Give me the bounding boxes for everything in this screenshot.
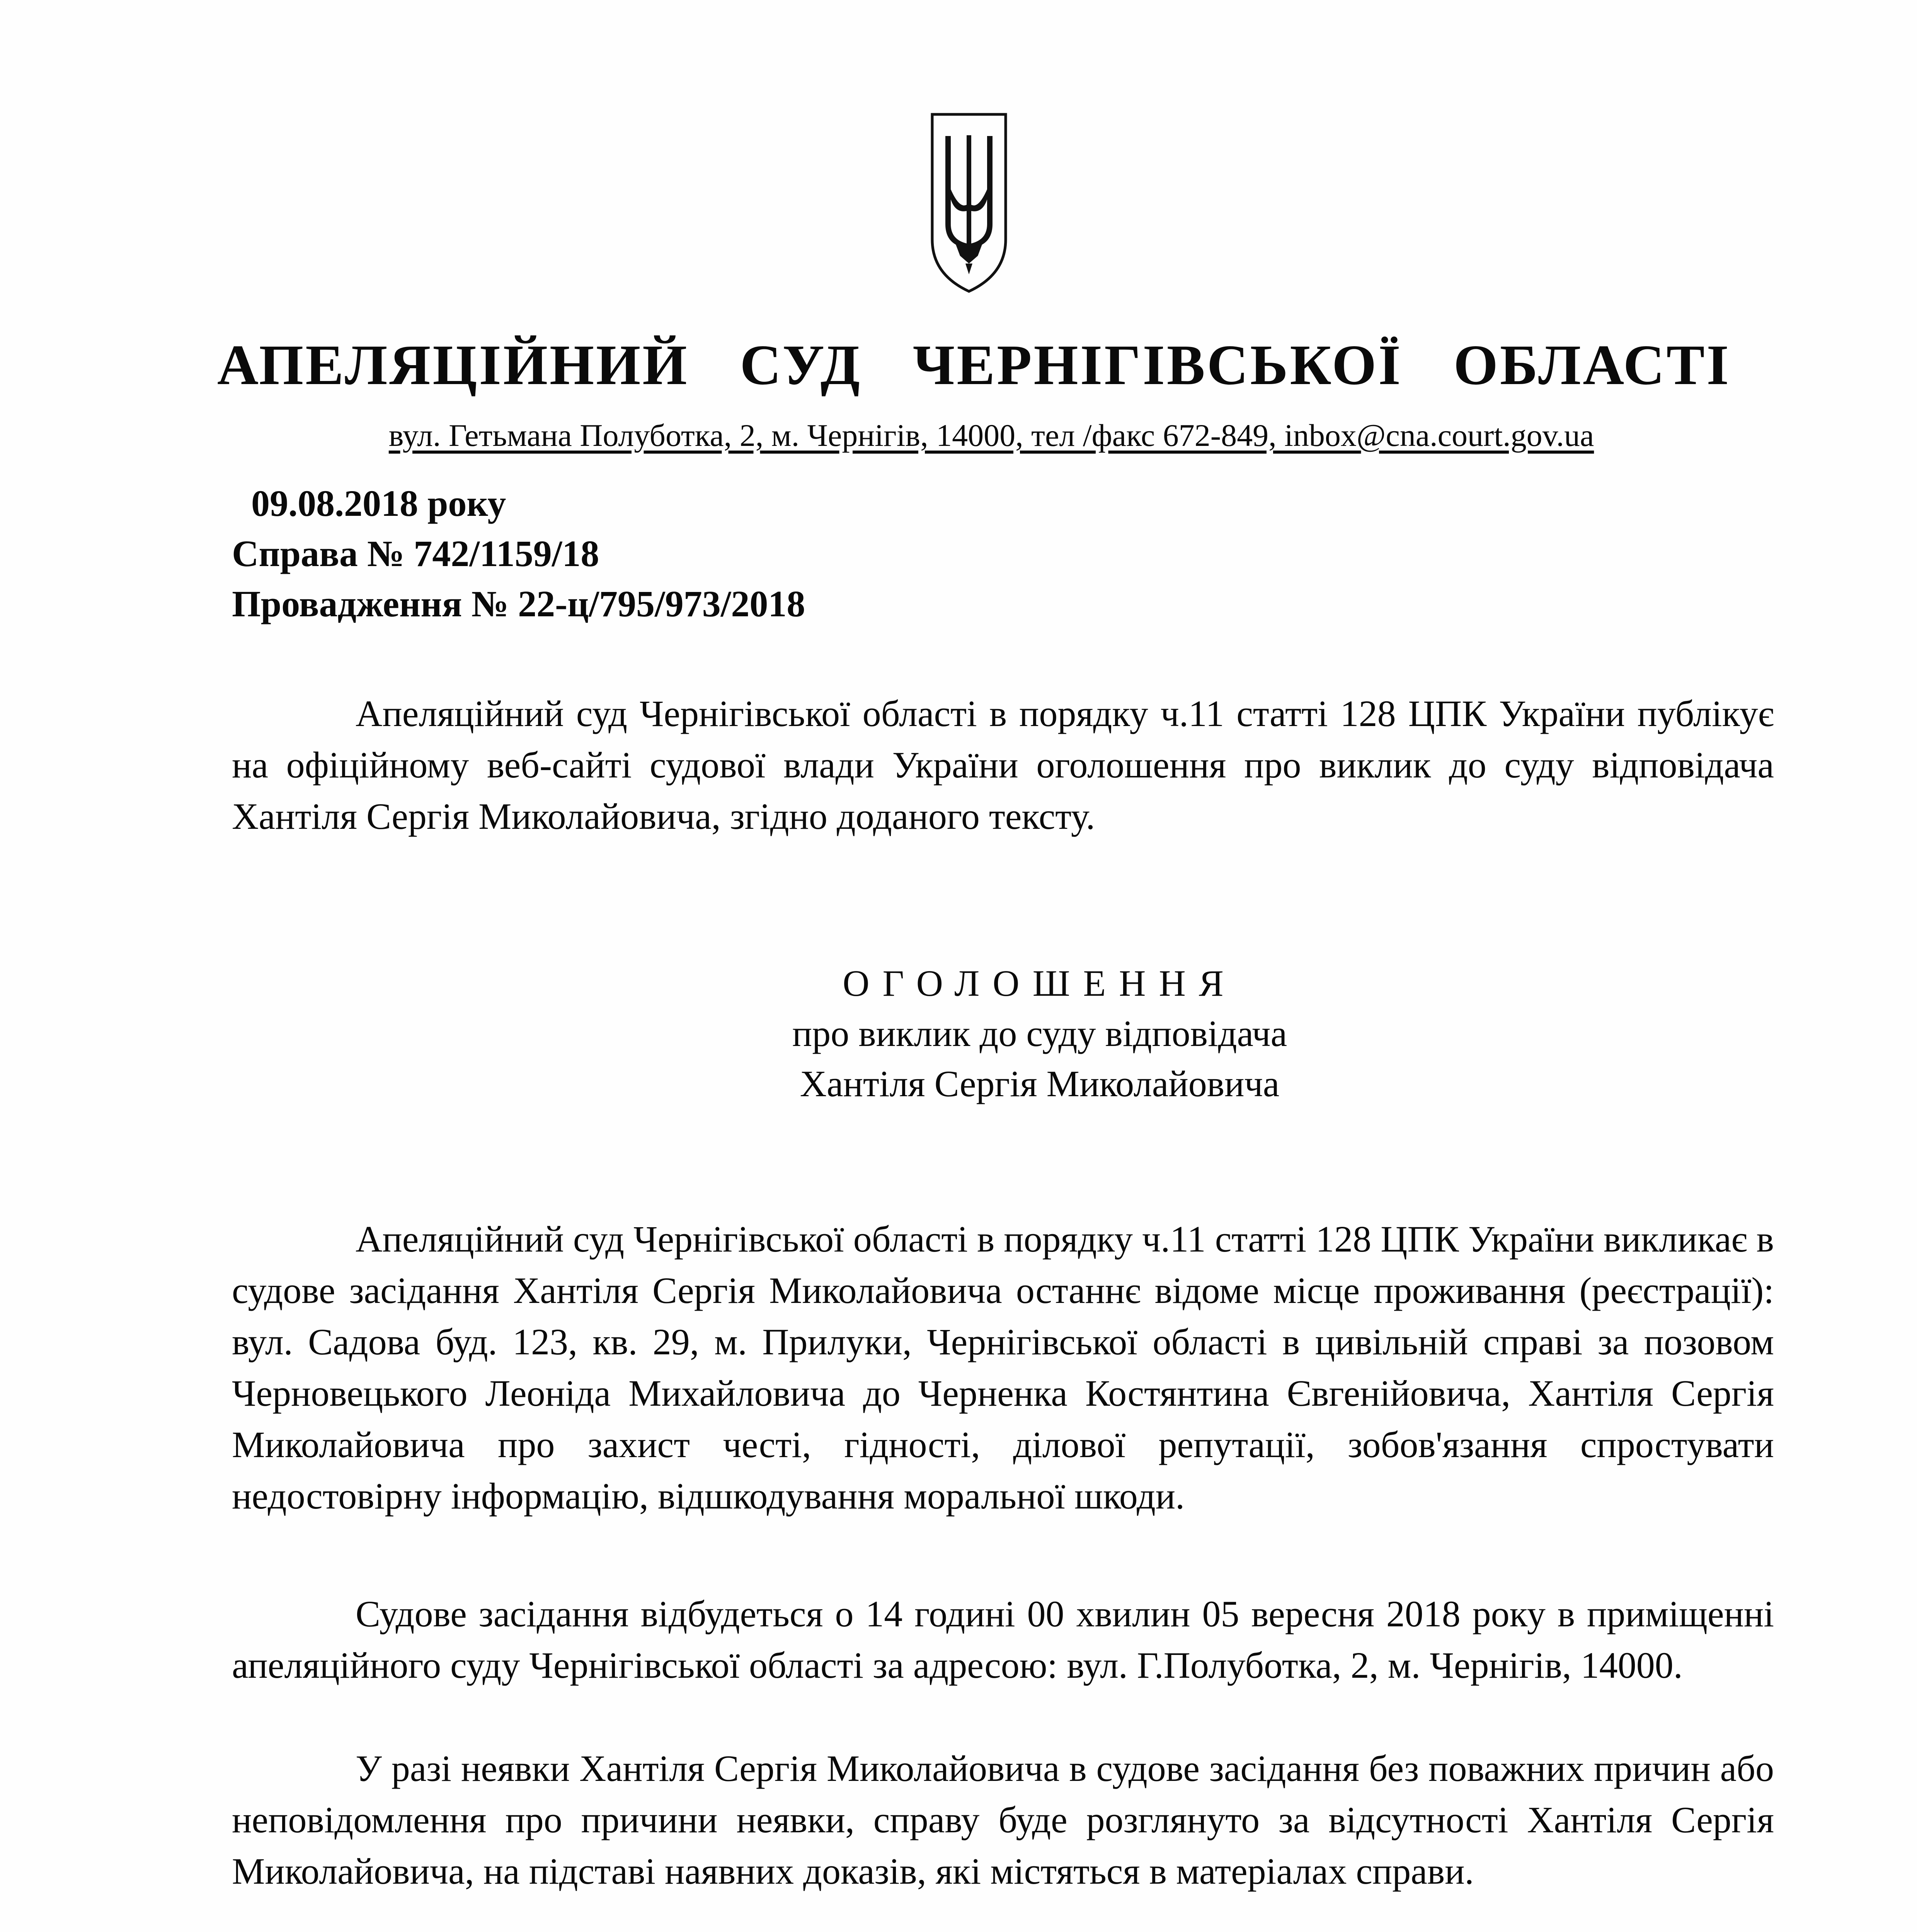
- announcement-paragraph-absence: У разі неявки Хантіля Сергія Миколайовича в судове засідання без поважних причин або неповідомлення про причини неявки, справу буде розглянуто за відсутності Хантіля Сергія Миколайовича, на підставі наявних доказів, які містяться в матеріалах справи.: [232, 1748, 1774, 1892]
- announcement-subtitle-line2: Хантіля Сергія Миколайовича: [800, 1063, 1280, 1104]
- announcement-heading: ОГОЛОШЕННЯ: [843, 963, 1237, 1004]
- court-address: вул. Гетьмана Полуботка, 2, м. Чернігів, 14000, тел /факс 672-849, inbox@cna.court.gov.ua: [388, 418, 1594, 453]
- case-number: Справа № 742/1159/18: [232, 533, 599, 574]
- proceeding-number: Провадження № 22-ц/795/973/2018: [232, 583, 805, 624]
- document-date: 09.08.2018 року: [251, 483, 506, 524]
- intro-paragraph: Апеляційний суд Чернігівської області в порядку ч.11 статті 128 ЦПК України публікує на офіційному веб-сайті судової влади України оголошення про виклик до суду відповідача Хантіля Сергія Миколайовича, згідно доданого тексту.: [232, 693, 1774, 837]
- ukraine-trident-icon: [928, 112, 1010, 294]
- announcement-subtitle-line1: про виклик до суду відповідача: [792, 1013, 1287, 1054]
- announcement-title: [0, 958, 1917, 1109]
- court-name: АПЕЛЯЦІЙНИЙ СУД ЧЕРНІГІВСЬКОЇ ОБЛАСТІ: [217, 333, 1731, 397]
- announcement-paragraph-hearing: Судове засідання відбудеться о 14 годині 00 хвилин 05 вересня 2018 року в приміщенні апеляційного суду Чернігівської області за адресою: вул. Г.Полуботка, 2, м. Чернігів, 14000.: [232, 1593, 1774, 1686]
- announcement-paragraph-summons: Апеляційний суд Чернігівської області в порядку ч.11 статті 128 ЦПК України викликає в судове засідання Хантіля Сергія Миколайовича останнє відоме місце проживання (реєстрації): вул. Садова буд. 123, кв. 29, м. Прилуки, Чернігівської області в цивільній справі за позовом Черновецького Леоніда Михайловича до Черненка Костянтина Євгенійовича, Хантіля Сергія Миколайовича про захист честі, гідності, ділової репутації, зобов'язання спростувати недостовірну інформацію, відшкодування моральної шкоди.: [232, 1218, 1774, 1517]
